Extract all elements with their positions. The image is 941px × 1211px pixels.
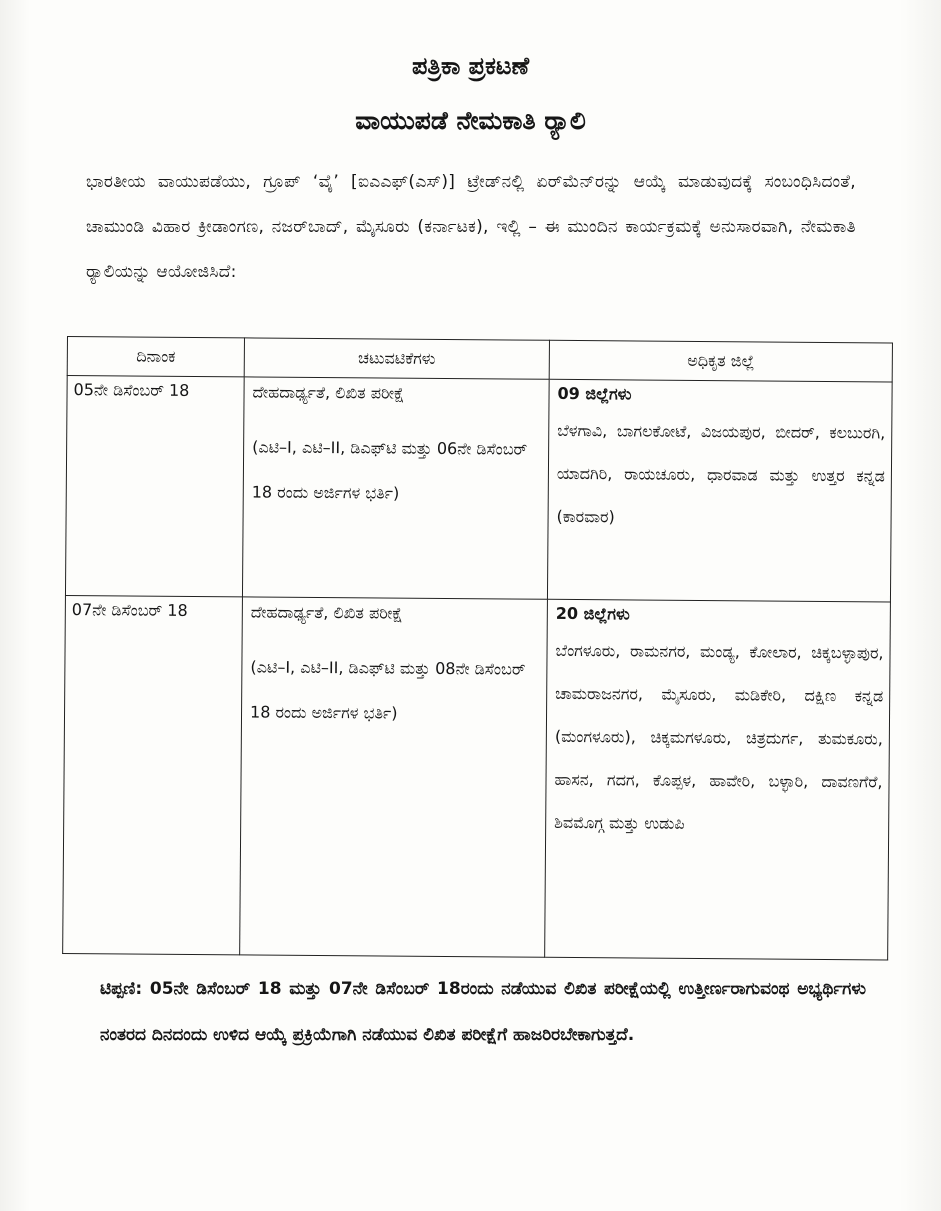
row-activities [240,597,548,957]
header-date: ದಿನಾಂಕ [67,337,244,377]
row-date: 05ನೇ ಡಿಸೆಂಬರ್ 18 [65,376,244,597]
row-date: 07ನೇ ಡಿಸೆಂಬರ್ 18 [63,595,243,954]
row-districts [545,599,891,960]
activity-main: ದೇಹದಾರ್ಢ್ಯತೆ, ಲಿಖಿತ ಪರೀಕ್ಷೆ [252,382,405,403]
header-activities: ಚಟುವಟಿಕೆಗಳು [244,338,549,379]
table-row [65,376,892,602]
note-label: ಟಿಪ್ಪಣಿ: [100,979,143,999]
intro-paragraph: ಭಾರತೀಯ ವಾಯುಪಡೆಯು, ಗ್ರೂಪ್ ‘ವೈ’ [ಐಎಎಫ್(ಎಸ್)] ಟ್ರೇಡ್‌ನಲ್ಲಿ ಏರ್‌ಮೆನ್‌ರನ್ನು ಆಯ್ಕೆ ಮಾಡುವುದಕ್ಕೆ ಸಂಬಂಧಿಸಿದಂತೆ, ಚಾಮುಂಡಿ ವಿಹಾರ ಕ್ರೀಡಾಂಗಣ, ನಜರ್‌ಬಾದ್, ಮೈಸೂರು (ಕರ್ನಾಟಕ), ಇಲ್ಲಿ – ಈ ಮುಂದಿನ ಕಾರ್ಯಕ್ರಮಕ್ಕೆ ಅನುಸಾರವಾಗಿ, ನೇಮಕಾತಿ ರ್‍ಯಾಲಿಯನ್ನು ಆಯೋಜಿಸಿದೆ: [86,172,856,282]
rally-title: ವಾಯುಪಡೆ ನೇಮಕಾತಿ ರ್‍ಯಾಲಿ [355,106,586,135]
rally-schedule-table [62,336,893,960]
table-row [63,595,891,959]
press-note-title: ಪತ್ರಿಕಾ ಪ್ರಕಟಣೆ [411,52,530,80]
note-paragraph [100,966,866,1058]
activity-detail: (ಎಟಿ–I, ಎಟಿ–II, ಡಿಎಫ್‌ಟಿ ಮತ್ತು 08ನೇ ಡಿಸೆಂಬರ್ 18 ರಂದು ಅರ್ಜಿಗಳ ಭರ್ತಿ) [249,657,526,723]
activity-main: ದೇಹದಾರ್ಢ್ಯತೆ, ಲಿಖಿತ ಪರೀಕ್ಷೆ [250,602,403,623]
row-districts [547,379,892,602]
row-activities [242,377,549,599]
district-list: ಬೆಳಗಾವಿ, ಬಾಗಲಕೋಟೆ, ವಿಜಯಪುರ, ಬೀದರ್, ಕಲಬುರಗಿ, ಯಾದಗಿರಿ, ರಾಯಚೂರು, ಧಾರವಾಡ ಮತ್ತು ಉತ್ತರ ಕನ್ನಡ (ಕಾರವಾರ) [556,420,886,527]
table-header-row [67,337,892,382]
district-count: 20 ಜಿಲ್ಲೆಗಳು [555,603,630,624]
district-list: ಬೆಂಗಳೂರು, ರಾಮನಗರ, ಮಂಡ್ಯ, ಕೋಲಾರ, ಚಿಕ್ಕಬಳ್ಳಾಪುರ, ಚಾಮರಾಜನಗರ, ಮೈಸೂರು, ಮಡಿಕೇರಿ, ದಕ್ಷಿಣ ಕನ್ನಡ (ಮಂಗಳೂರು), ಚಿಕ್ಕಮಗಳೂರು, ಚಿತ್ರದುರ್ಗ, ತುಮಕೂರು, ಹಾಸನ, ಗದಗ, ಕೊಪ್ಪಳ, ಹಾವೇರಿ, ಬಳ್ಳಾರಿ, ದಾವಣಗೆರೆ, ಶಿವಮೊಗ್ಗ ಮತ್ತು ಉಡುಪಿ [554,640,884,833]
note-text: 05ನೇ ಡಿಸೆಂಬರ್ 18 ಮತ್ತು 07ನೇ ಡಿಸೆಂಬರ್ 18ರಂದು ನಡೆಯುವ ಲಿಖಿತ ಪರೀಕ್ಷೆಯಲ್ಲಿ ಉತ್ತೀರ್ಣರಾಗುವಂಥ ಅಭ್ಯರ್ಥಿಗಳು ನಂತರದ ದಿನದಂದು ಉಳಿದ ಆಯ್ಕೆ ಪ್ರಕ್ರಿಯೆಗಾಗಿ ನಡೆಯುವ ಲಿಖಿತ ಪರೀಕ್ಷೆಗೆ ಹಾಜರಿರಬೇಕಾಗುತ್ತದೆ. [100,979,866,1045]
district-count: 09 ಜಿಲ್ಲೆಗಳು [557,383,632,404]
header-districts: ಅಧಿಕೃತ ಜಿಲ್ಲೆ [549,340,892,382]
activity-detail: (ಎಟಿ–I, ಎಟಿ–II, ಡಿಎಫ್‌ಟಿ ಮತ್ತು 06ನೇ ಡಿಸೆಂಬರ್ 18 ರಂದು ಅರ್ಜಿಗಳ ಭರ್ತಿ) [251,437,528,503]
